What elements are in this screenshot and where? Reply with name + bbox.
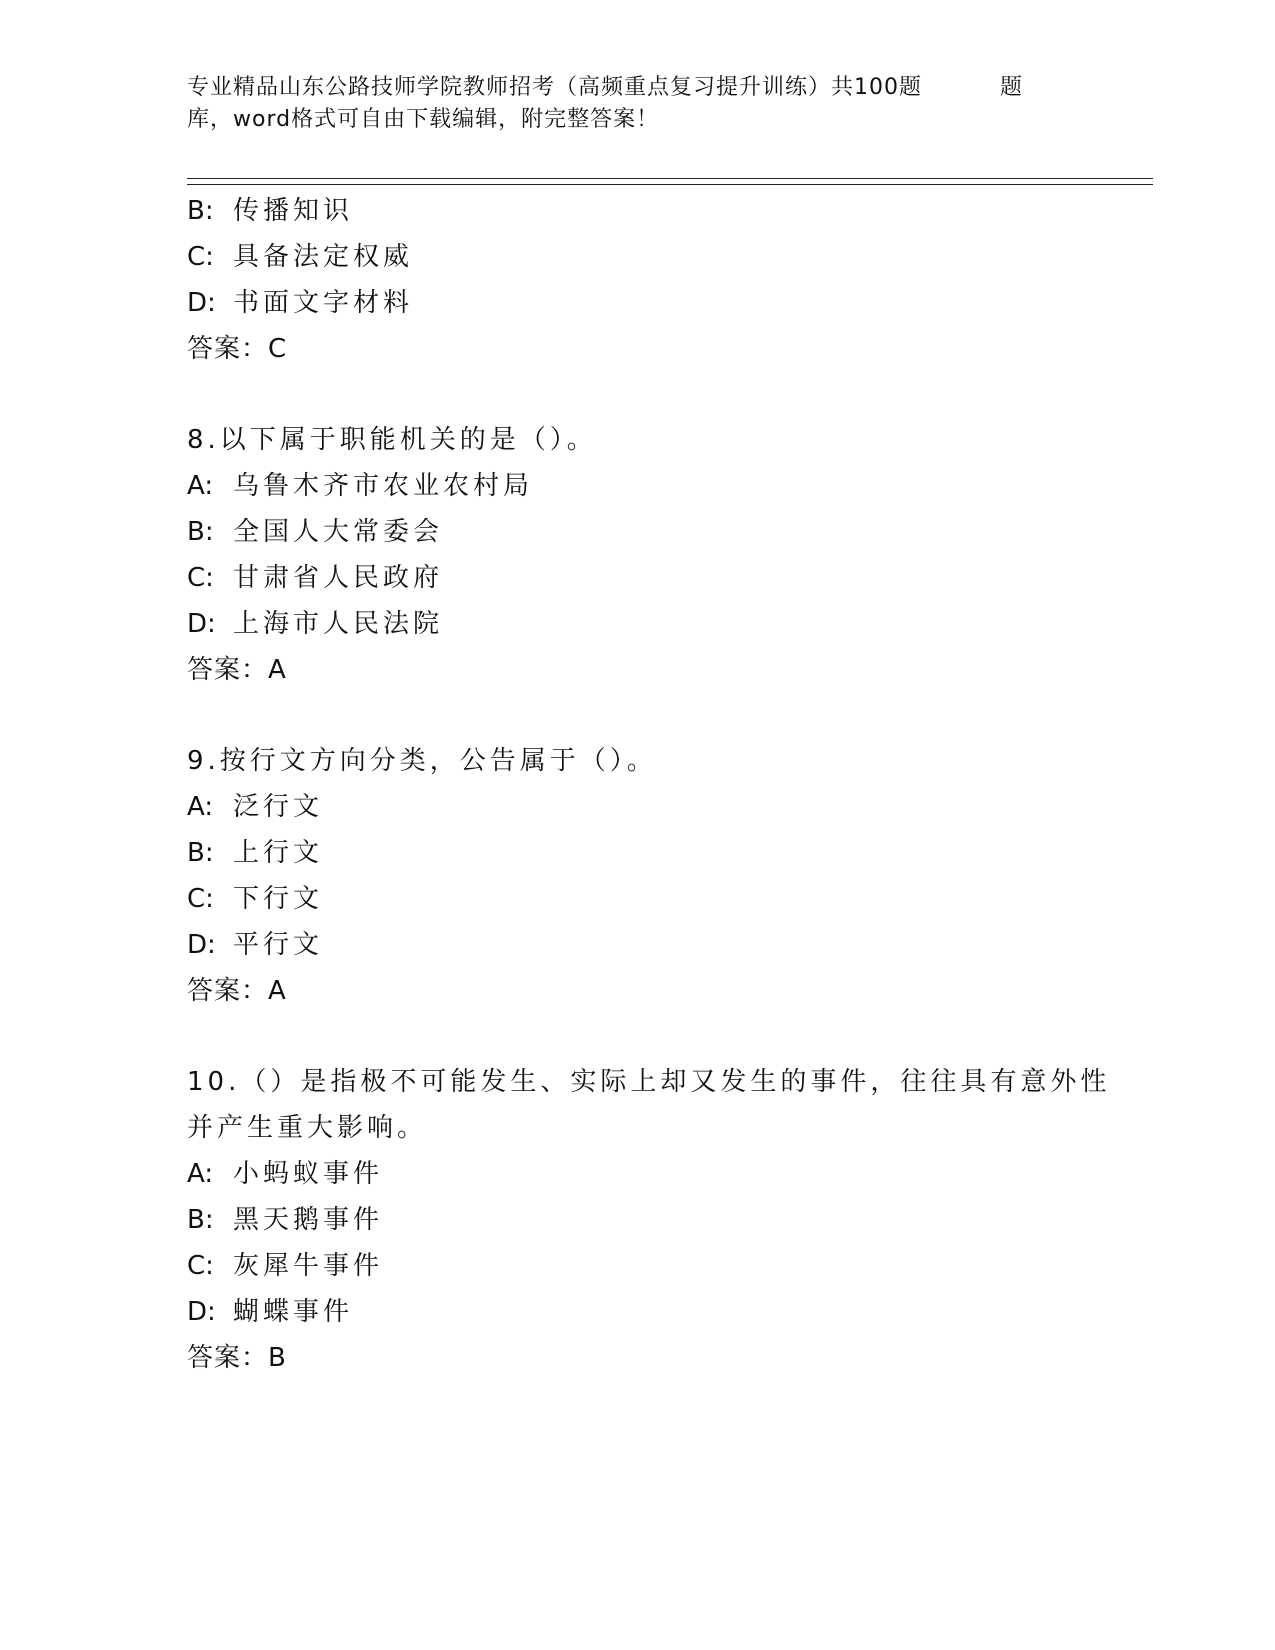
question-9 bbox=[187, 738, 1147, 1014]
option-a: A: 乌鲁木齐市农业农村局 bbox=[187, 471, 534, 501]
option-b: B: 黑天鹅事件 bbox=[187, 1205, 384, 1235]
option-a: A: 泛行文 bbox=[187, 792, 324, 822]
header-text-1: 专业精品山东公路技师学院教师招考（高频重点复习提升训练）共100题 bbox=[187, 75, 922, 100]
option-b: B: 传播知识 bbox=[187, 196, 354, 226]
question-stem: 9.按行文方向分类，公告属于（）。 bbox=[187, 746, 657, 776]
header-divider-bottom bbox=[187, 184, 1153, 185]
header-line-1 bbox=[187, 72, 1087, 104]
answer: 答案：A bbox=[187, 655, 287, 685]
option-d: D: 上海市人民法院 bbox=[187, 609, 444, 639]
option-d: D: 书面文字材料 bbox=[187, 288, 414, 318]
question-10 bbox=[187, 1059, 1147, 1381]
option-b: B: 上行文 bbox=[187, 838, 324, 868]
header-text-1-tail: 题 bbox=[1000, 75, 1024, 100]
question-7-continued bbox=[187, 188, 1147, 372]
header-line-2: 库，word格式可自由下载编辑，附完整答案！ bbox=[187, 107, 660, 132]
option-b: B: 全国人大常委会 bbox=[187, 517, 444, 547]
option-d: D: 蝴蝶事件 bbox=[187, 1297, 354, 1327]
answer: 答案：A bbox=[187, 976, 287, 1006]
question-stem-line-2: 并产生重大影响。 bbox=[187, 1113, 428, 1143]
option-c: C: 甘肃省人民政府 bbox=[187, 563, 444, 593]
question-8 bbox=[187, 417, 1147, 693]
header-divider-top bbox=[187, 178, 1153, 179]
answer: 答案：B bbox=[187, 1343, 287, 1373]
document-header bbox=[187, 72, 1087, 136]
option-d: D: 平行文 bbox=[187, 930, 324, 960]
answer: 答案：C bbox=[187, 334, 288, 364]
option-c: C: 下行文 bbox=[187, 884, 324, 914]
question-stem-line-1: 10.（）是指极不可能发生、实际上却又发生的事件，往往具有意外性 bbox=[187, 1067, 1111, 1097]
question-stem: 8.以下属于职能机关的是（）。 bbox=[187, 425, 597, 455]
option-c: C: 具备法定权威 bbox=[187, 242, 414, 272]
option-c: C: 灰犀牛事件 bbox=[187, 1251, 384, 1281]
option-a: A: 小蚂蚁事件 bbox=[187, 1159, 384, 1189]
question-list bbox=[187, 188, 1147, 1381]
